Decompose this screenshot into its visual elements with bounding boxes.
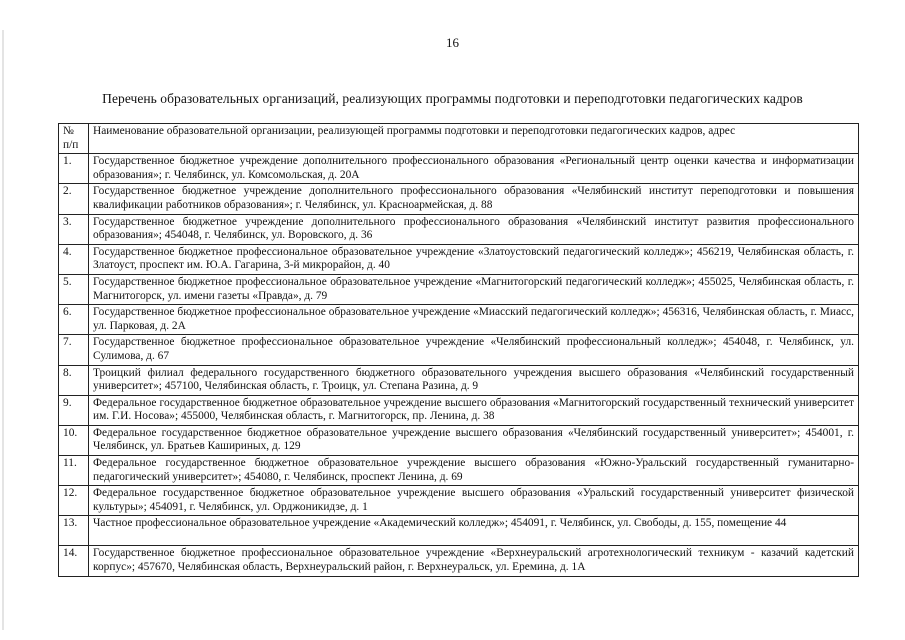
row-number: 2.: [59, 184, 89, 214]
row-number: 4.: [59, 244, 89, 274]
row-number: 11.: [59, 456, 89, 486]
table-row: [59, 456, 859, 486]
table-header-row: [59, 124, 859, 154]
table-row: [59, 365, 859, 395]
table-row: [59, 214, 859, 244]
organizations-table: [58, 123, 859, 577]
row-description: Государственное бюджетное профессиональное образовательное учреждение «Златоустовский педагогический колледж»; 456219, Челябинская область, г. Златоуст, проспект им. Ю.А. Гагарина, 3-й микрорайон, д. 40: [89, 244, 859, 274]
row-number: 5.: [59, 274, 89, 304]
row-description: Государственное бюджетное профессиональное образовательное учреждение «Магнитогорский педагогический колледж»; 455025, Челябинская область, г. Магнитогорск, ул. имени газеты «Правда», д. 79: [89, 274, 859, 304]
row-number: 7.: [59, 335, 89, 365]
scan-edge: [2, 30, 4, 630]
row-number: 8.: [59, 365, 89, 395]
row-description: Федеральное государственное бюджетное образовательное учреждение высшего образования «Уральский государственный университет физической культуры»; 454091, г. Челябинск, ул. Орджоникидзе, д. 1: [89, 486, 859, 516]
row-description: Федеральное государственное бюджетное образовательное учреждение высшего образования «Южно-Уральский государственный гуманитарно-педагогический университет»; 454080, г. Челябинск, проспект Ленина, д. 69: [89, 456, 859, 486]
table-row: [59, 244, 859, 274]
document-title: Перечень образовательных организаций, реализующих программы подготовки и переподготовки педагогических кадров: [102, 91, 803, 106]
header-number: № п/п: [59, 124, 89, 154]
row-description: Федеральное государственное бюджетное образовательное учреждение высшего образования «Челябинский государственный университет»; 454001, г. Челябинск, ул. Братьев Кашириных, д. 129: [89, 425, 859, 455]
row-description: Частное профессиональное образовательное учреждение «Академический колледж»; 454091, г. Челябинск, ул. Свободы, д. 155, помещение 44: [89, 516, 859, 546]
row-number: 1.: [59, 154, 89, 184]
row-number: 12.: [59, 486, 89, 516]
table-row: [59, 425, 859, 455]
row-description: Государственное бюджетное профессиональное образовательное учреждение «Миасский педагогический колледж»; 456316, Челябинская область, г. Миасс, ул. Парковая, д. 2А: [89, 305, 859, 335]
row-number: 6.: [59, 305, 89, 335]
row-description: Государственное бюджетное профессиональное образовательное учреждение «Верхнеуральский агротехнологический техникум - казачий кадетский корпус»; 457670, Челябинская область, Верхнеуральский район, г. Верхнеуральск, ул. Еремина, д. 1А: [89, 546, 859, 576]
table-row: [59, 516, 859, 546]
table-row: [59, 395, 859, 425]
page-number: 16: [446, 35, 459, 50]
row-number: 3.: [59, 214, 89, 244]
table-row: [59, 184, 859, 214]
header-name: Наименование образовательной организации, реализующей программы подготовки и переподготовки педагогических кадров, адрес: [89, 124, 859, 154]
row-description: Федеральное государственное бюджетное образовательное учреждение высшего образования «Магнитогорский государственный технический университет им. Г.И. Носова»; 455000, Челябинская область, г. Магнитогорск, пр. Ленина, д. 38: [89, 395, 859, 425]
table-row: [59, 274, 859, 304]
table-row: [59, 335, 859, 365]
table-row: [59, 154, 859, 184]
row-description: Государственное бюджетное учреждение дополнительного профессионального образования «Челябинский институт развития профессионального образования»; 454048, г. Челябинск, ул. Воровского, д. 36: [89, 214, 859, 244]
table-row: [59, 486, 859, 516]
row-number: 14.: [59, 546, 89, 576]
row-description: Государственное бюджетное профессиональное образовательное учреждение «Челябинский профессиональный колледж»; 454048, г. Челябинск, ул. Сулимова, д. 67: [89, 335, 859, 365]
row-number: 13.: [59, 516, 89, 546]
row-number: 10.: [59, 425, 89, 455]
row-number: 9.: [59, 395, 89, 425]
table-row: [59, 546, 859, 576]
row-description: Государственное бюджетное учреждение дополнительного профессионального образования «Челябинский институт переподготовки и повышения квалификации работников образования»; г. Челябинск, ул. Красноармейская, д. 88: [89, 184, 859, 214]
table-row: [59, 305, 859, 335]
row-description: Государственное бюджетное учреждение дополнительного профессионального образования «Региональный центр оценки качества и информатизации образования»; г. Челябинск, ул. Комсомольская, д. 20А: [89, 154, 859, 184]
row-description: Троицкий филиал федерального государственного бюджетного образовательного учреждения высшего образования «Челябинский государственный университет»; 457100, Челябинская область, г. Троицк, ул. Степана Разина, д. 9: [89, 365, 859, 395]
